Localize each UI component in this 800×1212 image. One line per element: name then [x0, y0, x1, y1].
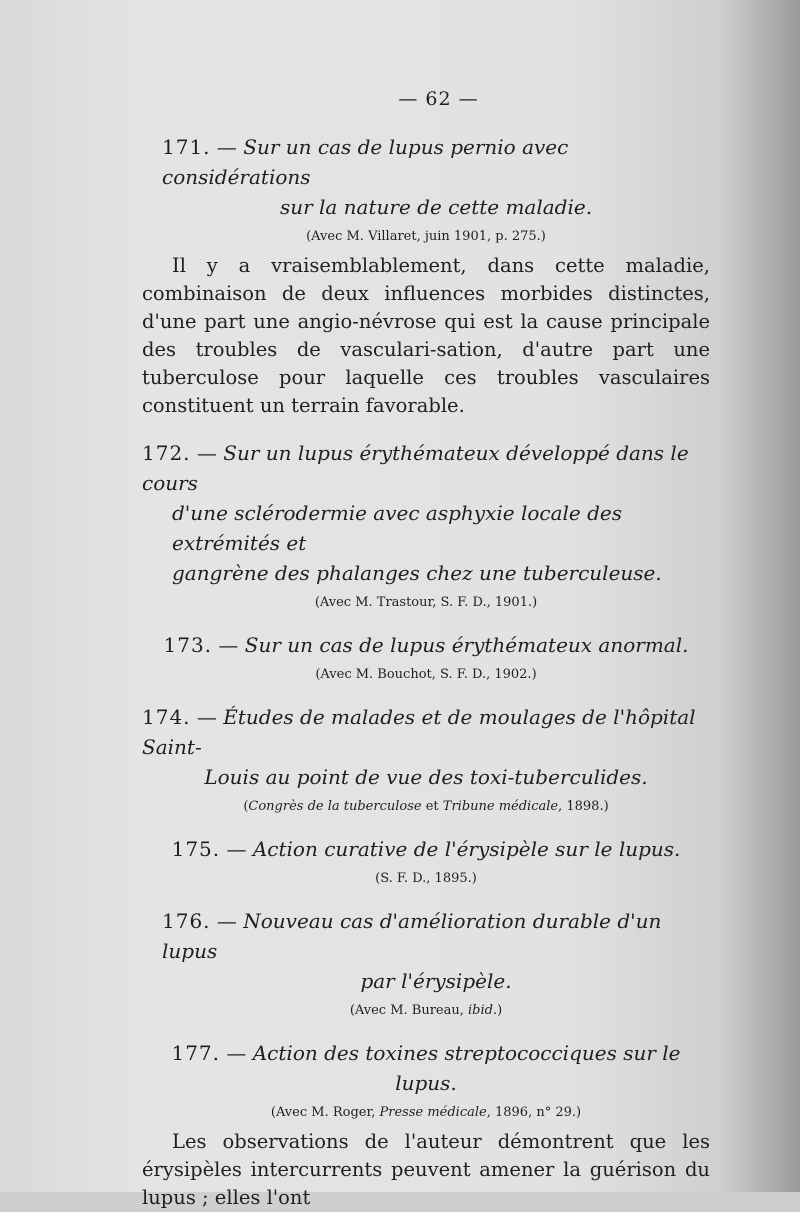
entry-dash: — [216, 909, 237, 933]
entry-title-line: gangrène des phalanges chez une tuberculeuse. [172, 561, 662, 585]
entry-172 [142, 438, 710, 612]
source-text: (Avec M. Roger, [270, 1105, 380, 1120]
source-journal: Presse médicale [379, 1105, 487, 1120]
source-journal: Congrès de la tuberculose [248, 799, 422, 814]
entry-dash: — [226, 1041, 247, 1065]
entry-number: 171. [162, 135, 211, 159]
entry-source [142, 1104, 710, 1122]
entry-title-line: d'une sclérodermie avec asphyxie locale des extrémités et [172, 501, 623, 555]
entry-175 [142, 834, 710, 888]
entry-176 [142, 906, 710, 1020]
text-column [142, 88, 710, 1212]
entry-paragraph: Les observations de l'auteur démontrent que les érysipèles intercurrents peuvent amener la guérison du lupus ; elles l'ont [142, 1130, 710, 1209]
source-text: , 1896, n° 29.) [486, 1105, 582, 1120]
entry-title [142, 1038, 710, 1098]
entry-source: (S. F. D., 1895.) [375, 871, 477, 886]
entry-source: (Avec M. Bouchot, S. F. D., 1902.) [315, 667, 537, 682]
entry-title-line: Études de malades et de moulages de l'hôpital Saint- [142, 705, 696, 759]
entry-source [142, 1002, 710, 1020]
entry-paragraph: Il y a vraisemblablement, dans cette maladie, combinaison de deux influences morbides distinctes, d'une part une angio-névrose qui est la cause principale des troubles de vasculari-sation, d'autre part une tuberculose pour laquelle ces troubles vasculaires constituent un terrain favorable. [142, 254, 710, 417]
entry-title [142, 906, 710, 966]
entry-title-line: Louis au point de vue des toxi-tuberculides. [204, 765, 648, 789]
entry-source: (Avec M. Villaret, juin 1901, p. 275.) [306, 229, 546, 244]
entry-title [142, 630, 710, 660]
entry-number: 177. [171, 1041, 221, 1065]
source-text: et [421, 799, 443, 814]
entry-source [142, 798, 710, 816]
source-text: ( [243, 799, 249, 814]
source-text: (Avec M. Bureau, [349, 1003, 468, 1018]
entry-number: 176. [162, 909, 211, 933]
entry-title [142, 132, 710, 192]
entry-title-line: Action des toxines streptococciques sur le lupus. [252, 1041, 681, 1095]
entry-title-line: par l'érysipèle. [360, 969, 512, 993]
entry-171 [142, 132, 710, 420]
page-number: — 62 — [398, 88, 479, 110]
entry-dash: — [226, 837, 247, 861]
entry-dash: — [196, 705, 217, 729]
source-journal: Tribune médicale [442, 799, 559, 814]
entry-number: 173. [163, 633, 213, 657]
entry-dash: — [216, 135, 237, 159]
entry-173 [142, 630, 710, 684]
source-text: ) [497, 1003, 503, 1018]
entry-number: 172. [142, 441, 191, 465]
entry-174 [142, 702, 710, 816]
entry-number: 174. [142, 705, 191, 729]
entry-title-line: Sur un lupus érythémateux développé dans le cours [142, 441, 689, 495]
source-journal: ibid. [468, 1003, 498, 1018]
source-text: , 1898.) [558, 799, 609, 814]
entry-177 [142, 1038, 710, 1212]
entry-number: 175. [171, 837, 221, 861]
entry-title-line: Sur un cas de lupus érythémateux anormal. [244, 633, 689, 657]
entry-source: (Avec M. Trastour, S. F. D., 1901.) [314, 595, 538, 610]
entry-title [142, 702, 710, 762]
entry-title-line: Action curative de l'érysipèle sur le lupus. [252, 837, 681, 861]
entry-title-line: Nouveau cas d'amélioration durable d'un lupus [162, 909, 662, 963]
entry-title-line: sur la nature de cette maladie. [279, 195, 593, 219]
entry-title [142, 438, 710, 498]
entry-dash: — [196, 441, 217, 465]
entry-title-line: Sur un cas de lupus pernio avec considérations [162, 135, 569, 189]
entry-dash: — [218, 633, 239, 657]
entry-title [142, 834, 710, 864]
